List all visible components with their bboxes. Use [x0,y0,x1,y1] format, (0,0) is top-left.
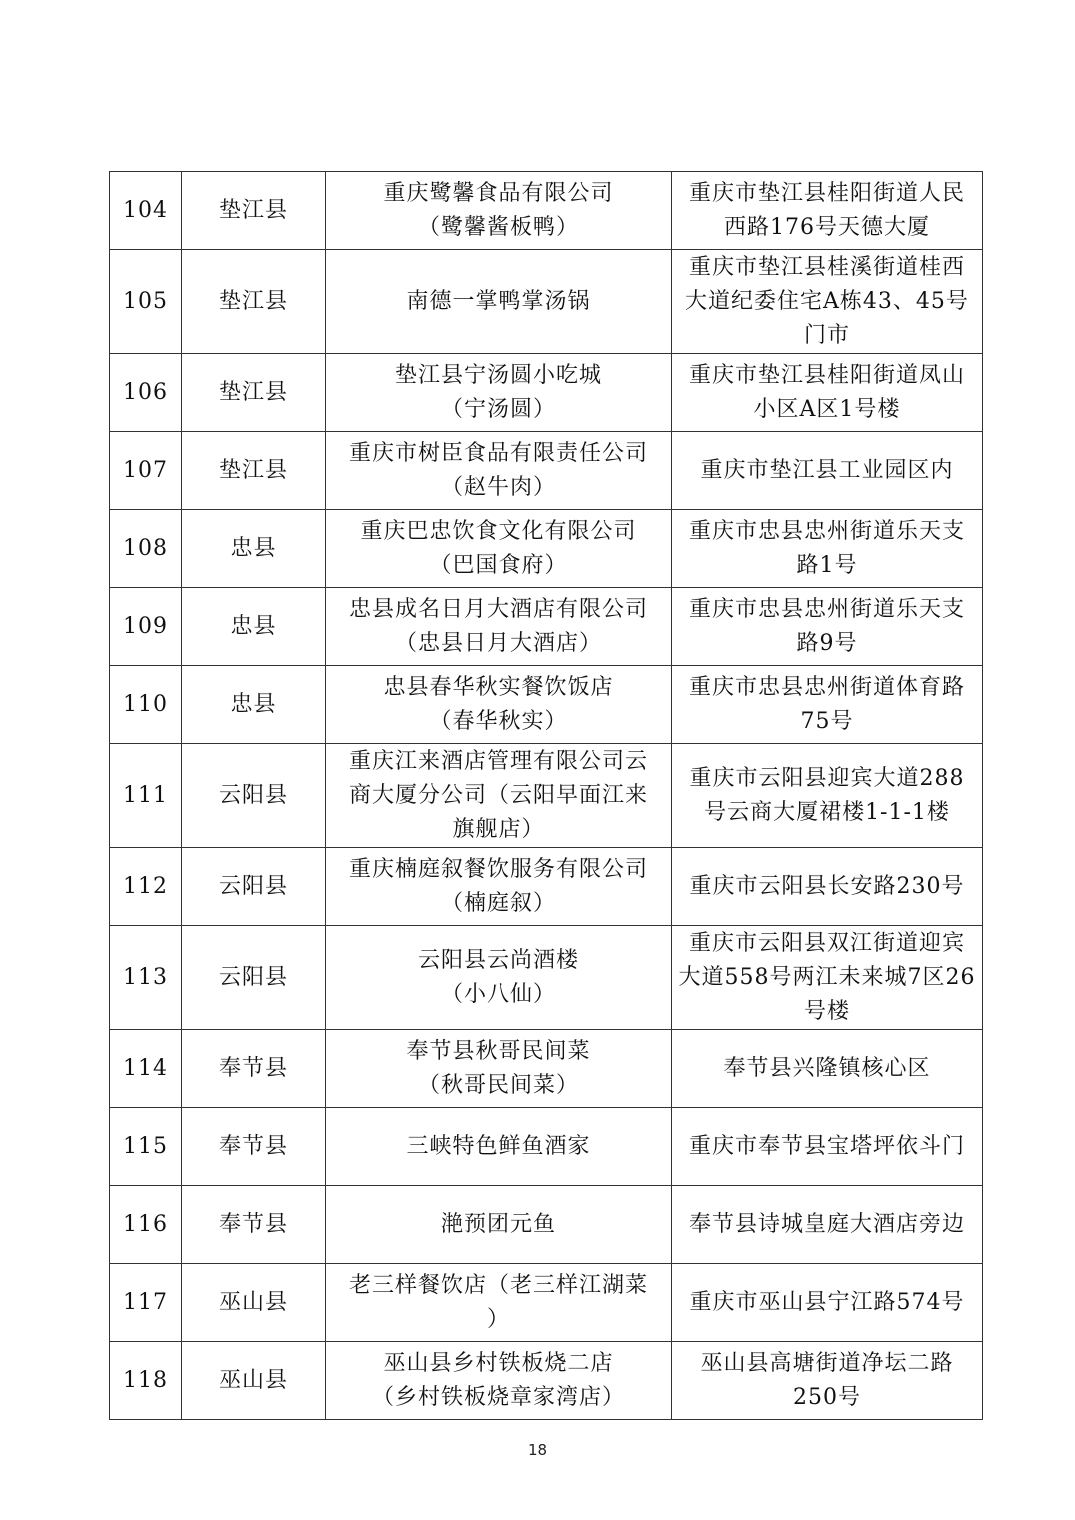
address-line: 号楼 [803,998,850,1024]
business-name-cell [326,510,672,588]
region-cell: 忠县 [182,666,326,744]
business-name-line: （赵牛肉） [440,474,556,500]
address-cell [672,432,983,510]
address-line: 路9号 [796,630,858,656]
business-name-line: 忠县春华秋实餐饮饭店 [383,674,614,700]
address-line: 巫山县高塘街道净坛二路 [700,1350,954,1376]
address-line: 75号 [800,708,854,734]
table-row [110,1030,983,1108]
address-cell [672,354,983,432]
business-name-line: 旗舰店） [452,816,545,842]
region-cell: 垫江县 [182,354,326,432]
business-name-line: 重庆江来酒店管理有限公司云 [348,748,648,774]
table-row [110,1108,983,1186]
region-cell: 忠县 [182,588,326,666]
business-name-line: 滟预团元鱼 [440,1211,556,1237]
region-cell: 垫江县 [182,250,326,354]
business-name-line: （春华秋实） [429,708,568,734]
page-number: 18 [527,1441,548,1459]
business-name-cell [326,432,672,510]
business-name-line: 重庆市树臣食品有限责任公司 [348,440,648,466]
business-name-cell [326,926,672,1030]
business-name-cell [326,848,672,926]
address-line: 重庆市垫江县工业园区内 [700,457,954,483]
address-line: 门市 [803,322,850,348]
business-name-line: （秋哥民间菜） [417,1072,579,1098]
address-cell [672,510,983,588]
region-cell: 垫江县 [182,172,326,250]
business-name-cell [326,1342,672,1420]
business-name-line: ） [486,1306,510,1332]
business-name-line: 商大厦分公司（云阳早面江来 [348,782,648,808]
business-name-line: （楠庭叙） [440,890,556,916]
business-name-cell [326,1186,672,1264]
business-name-line: （巴国食府） [429,552,568,578]
restaurant-table [109,171,983,1420]
region-cell: 忠县 [182,510,326,588]
business-name-line: 奉节县秋哥民间菜 [406,1038,591,1064]
address-line: 重庆市垫江县桂溪街道桂西 [688,254,965,280]
table-row [110,250,983,354]
business-name-line: 重庆巴忠饮食文化有限公司 [360,518,637,544]
region-cell: 奉节县 [182,1186,326,1264]
address-line: 奉节县兴隆镇核心区 [723,1055,931,1081]
address-cell [672,1342,983,1420]
business-name-line: 老三样餐饮店（老三样江湖菜 [348,1272,648,1298]
address-cell [672,172,983,250]
business-name-line: 重庆楠庭叙餐饮服务有限公司 [348,856,648,882]
business-name-line: 重庆鹭馨食品有限公司 [383,180,614,206]
business-name-cell [326,1030,672,1108]
address-cell [672,1108,983,1186]
table-row [110,926,983,1030]
business-name-cell [326,666,672,744]
business-name-cell [326,588,672,666]
business-name-line: 垫江县宁汤圆小吃城 [394,362,602,388]
address-line: 重庆市垫江县桂阳街道人民 [688,180,965,206]
table-row [110,1186,983,1264]
business-name-cell [326,172,672,250]
row-number: 110 [110,666,182,744]
region-cell: 垫江县 [182,432,326,510]
row-number: 112 [110,848,182,926]
address-line: 重庆市忠县忠州街道体育路 [688,674,965,700]
row-number: 116 [110,1186,182,1264]
region-cell: 巫山县 [182,1264,326,1342]
address-line: 250号 [793,1384,861,1410]
table-row [110,588,983,666]
address-line: 重庆市巫山县宁江路574号 [689,1289,965,1315]
row-number: 105 [110,250,182,354]
business-name-line: （鹭馨酱板鸭） [417,214,579,240]
business-name-line: 巫山县乡村铁板烧二店 [383,1350,614,1376]
table-row [110,848,983,926]
row-number: 115 [110,1108,182,1186]
address-line: 重庆市忠县忠州街道乐天支 [688,518,965,544]
address-line: 号云商大厦裙楼1-1-1楼 [704,799,950,825]
table-row [110,354,983,432]
address-line: 重庆市奉节县宝塔坪依斗门 [688,1133,965,1159]
address-cell [672,926,983,1030]
business-name-line: 三峡特色鲜鱼酒家 [406,1133,591,1159]
row-number: 104 [110,172,182,250]
address-line: 奉节县诗城皇庭大酒店旁边 [688,1211,965,1237]
address-cell [672,588,983,666]
region-cell: 奉节县 [182,1030,326,1108]
table-row [110,666,983,744]
address-cell [672,1186,983,1264]
row-number: 106 [110,354,182,432]
address-line: 重庆市忠县忠州街道乐天支 [688,596,965,622]
address-cell [672,1030,983,1108]
row-number: 113 [110,926,182,1030]
address-line: 大道558号两江未来城7区26 [678,964,976,990]
address-line: 西路176号天德大厦 [724,214,930,240]
address-cell [672,848,983,926]
region-cell: 云阳县 [182,926,326,1030]
address-line: 小区A区1号楼 [753,396,901,422]
address-cell [672,744,983,848]
table-row [110,510,983,588]
address-cell [672,1264,983,1342]
region-cell: 奉节县 [182,1108,326,1186]
business-name-line: 南德一掌鸭掌汤锅 [406,288,591,314]
address-line: 重庆市云阳县迎宾大道288 [689,765,965,791]
address-line: 路1号 [796,552,858,578]
address-line: 重庆市垫江县桂阳街道凤山 [688,362,965,388]
table-row [110,744,983,848]
table-row [110,1264,983,1342]
row-number: 118 [110,1342,182,1420]
business-name-cell [326,1264,672,1342]
business-name-cell [326,354,672,432]
business-name-line: 云阳县云尚酒楼 [417,947,579,973]
address-line: 重庆市云阳县双江街道迎宾 [688,930,965,956]
business-name-line: （忠县日月大酒店） [394,630,602,656]
region-cell: 云阳县 [182,848,326,926]
region-cell: 巫山县 [182,1342,326,1420]
table-body [110,172,983,1420]
row-number: 114 [110,1030,182,1108]
address-cell [672,250,983,354]
address-cell [672,666,983,744]
business-name-line: （宁汤圆） [440,396,556,422]
business-name-cell [326,250,672,354]
address-line: 重庆市云阳县长安路230号 [689,873,965,899]
row-number: 111 [110,744,182,848]
business-name-line: （乡村铁板烧章家湾店） [371,1384,625,1410]
row-number: 107 [110,432,182,510]
table-row [110,1342,983,1420]
table-row [110,432,983,510]
business-name-cell [326,1108,672,1186]
business-name-cell [326,744,672,848]
business-name-line: 忠县成名日月大酒店有限公司 [348,596,648,622]
region-cell: 云阳县 [182,744,326,848]
business-name-line: （小八仙） [440,981,556,1007]
row-number: 109 [110,588,182,666]
address-line: 大道纪委住宅A栋43、45号 [685,288,969,314]
row-number: 108 [110,510,182,588]
table-row [110,172,983,250]
row-number: 117 [110,1264,182,1342]
